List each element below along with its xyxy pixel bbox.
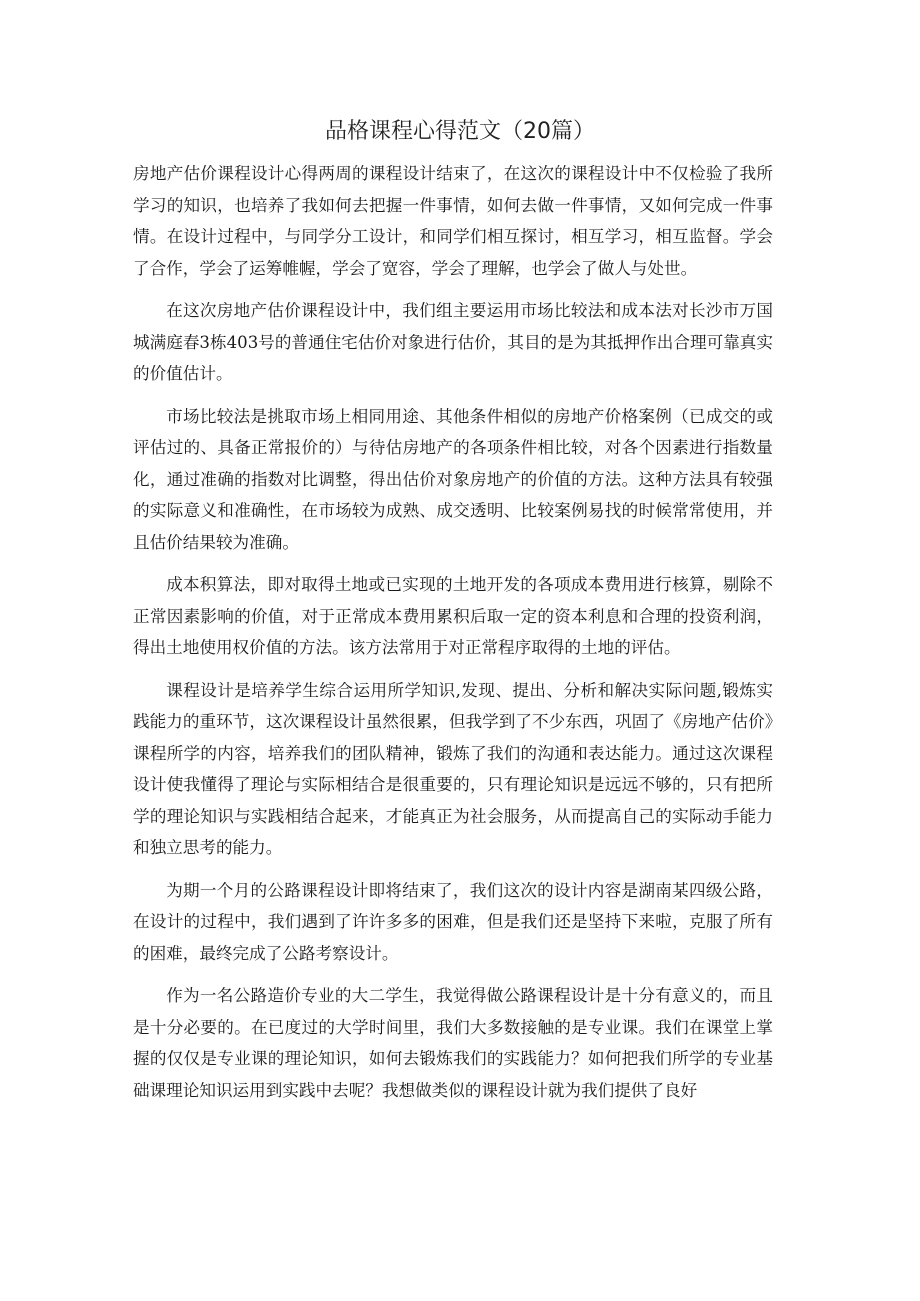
paragraph: 课程设计是培养学生综合运用所学知识,发现、提出、分析和解决实际问题,锻炼实践能力的重环节，这次课程设计虽然很累，但我学到了不少东西，巩固了《房地产估价》课程所学的内容，培养我们的团队精神，锻炼了我们的沟通和表达能力。通过这次课程设计使我懂得了理论与实际相结合是很重要的，只有理论知识是远远不够的，只有把所学的理论知识与实践相结合起来，才能真正为社会服务，从而提高自己的实际动手能力和独立思考的能力。 bbox=[133, 680, 773, 857]
page-title: 品格课程心得范文（20篇） bbox=[325, 119, 595, 144]
paragraph: 成本积算法，即对取得土地或已实现的土地开发的各项成本费用进行核算，剔除不正常因素影响的价值，对于正常成本费用累积后取一定的资本利息和合理的投资利润，得出土地使用权价值的方法。该方法常用于对正常程序取得的土地的评估。 bbox=[133, 575, 773, 657]
paragraph: 在这次房地产估价课程设计中，我们组主要运用市场比较法和成本法对长沙市万国城满庭春3栋403号的普通住宅估价对象进行估价，其目的是为其抵押作出合理可靠真实的价值估计。 bbox=[133, 301, 773, 383]
paragraph: 市场比较法是挑取市场上相同用途、其他条件相似的房地产价格案例（已成交的或评估过的、具备正常报价的）与待估房地产的各项条件相比较，对各个因素进行指数量化，通过准确的指数对比调整，得出估价对象房地产的价值的方法。这种方法具有较强的实际意义和准确性，在市场较为成熟、成交透明、比较案例易找的时候常常使用，并且估价结果较为准确。 bbox=[133, 406, 773, 552]
document-body bbox=[133, 158, 773, 1117]
paragraph: 为期一个月的公路课程设计即将结束了，我们这次的设计内容是湖南某四级公路，在设计的过程中，我们遇到了许许多多的困难，但是我们还是坚持下来啦，克服了所有的困难，最终完成了公路考察设计。 bbox=[133, 880, 773, 963]
paragraph: 房地产估价课程设计心得两周的课程设计结束了，在这次的课程设计中不仅检验了我所学习的知识，也培养了我如何去把握一件事情，如何去做一件事情，又如何完成一件事情。在设计过程中，与同学分工设计，和同学们相互探讨，相互学习，相互监督。学会了合作，学会了运筹帷幄，学会了宽容，学会了理解，也学会了做人与处世。 bbox=[133, 164, 773, 278]
paragraph: 作为一名公路造价专业的大二学生，我觉得做公路课程设计是十分有意义的，而且是十分必要的。在已度过的大学时间里，我们大多数接触的是专业课。我们在课堂上掌握的仅仅是专业课的理论知识，如何去锻炼我们的实践能力？如何把我们所学的专业基础课理论知识运用到实践中去呢？我想做类似的课程设计就为我们提供了良好 bbox=[133, 986, 773, 1100]
